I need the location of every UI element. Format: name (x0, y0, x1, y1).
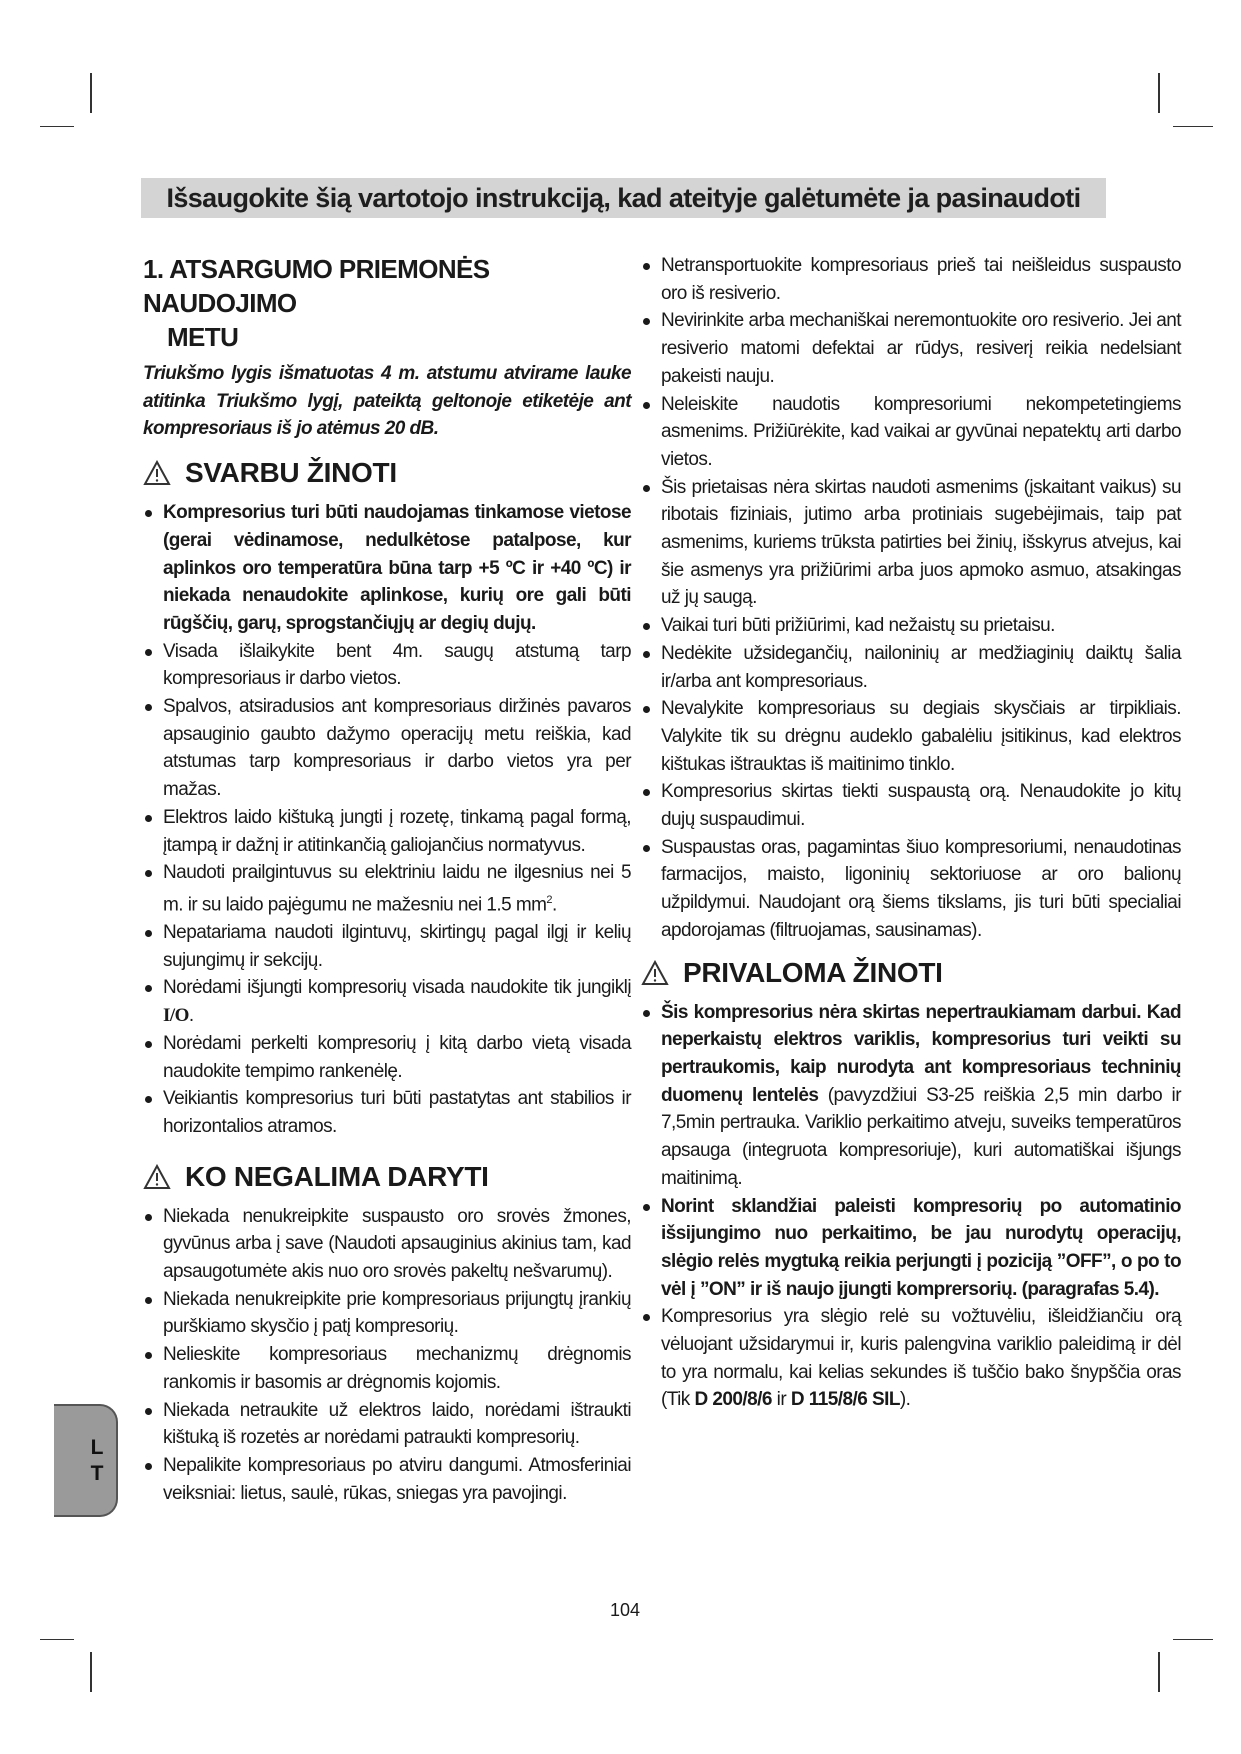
list-item: Nepalikite kompresoriaus po atviru dangumi. Atmosferiniai veiksniai: lietus, saulė, rūkas, sniegas yra pavojingi. (143, 1452, 631, 1507)
list-item (641, 999, 1181, 1193)
list-item: Nevalykite kompresoriaus su degiais skysčiais ar tirpikliais. Valykite tik su drėgnu audeklo gabalėliu įsitikinus, kad elektros kištukas ištrauktas iš maitinimo tinklo. (641, 695, 1181, 778)
language-tab-letter: L (90, 1435, 104, 1459)
left-column (143, 252, 631, 1507)
item-text: Norėdami išjungti kompresorių visada naudokite tik jungiklį (163, 977, 631, 999)
list-item: Elektros laido kištuką jungti į rozetę, tinkamą pagal formą, įtampą ir dažnį ir atitinkančią galiojančius normatyvus. (143, 804, 631, 859)
right-column (641, 252, 1181, 1414)
privaloma-title: PRIVALOMA ŽINOTI (683, 956, 943, 988)
page-banner: Išsaugokite šią vartotojo instrukciją, kad ateityje galėtumėte ja pasinaudoti (141, 178, 1106, 218)
model-name: D 115/8/6 SIL (790, 1389, 900, 1411)
negalima-heading (143, 1159, 631, 1195)
language-tab-letter: T (90, 1461, 104, 1485)
noise-note: Triukšmo lygis išmatuotas 4 m. atstumu atvirame lauke atitinka Triukšmo lygį, pateiktą geltonoje etiketėje ant kompresoriaus iš jo atėmus 20 dB. (143, 363, 631, 440)
section-title (143, 252, 631, 354)
list-item: Spalvos, atsiradusios ant kompresoriaus diržinės pavaros apsauginio gaubto dažymo operacijų metu reiškia, kad atstumas tarp kompresoriaus ir darbo vietos yra per mažas. (143, 693, 631, 804)
item-text: Kompresorius yra slėgio relė su vožtuvėliu, išleidžiančiu orą vėluojant užsidarymui ir, kuris palengvina variklio paleidimą ir dėl to yra normalu, kai kelias sekundes iš tuščio bako šnypščia oras (Tik (661, 1306, 1181, 1411)
list-item (143, 859, 631, 919)
crop-mark (1173, 126, 1213, 127)
svarbu-heading (143, 455, 631, 491)
list-item: Nedėkite užsidegančių, nailoninių ar medžiaginių daiktų šalia ir/arba ant kompresoriaus. (641, 640, 1181, 695)
list-item: Nepatariama naudoti ilgintuvų, skirtingų pagal ilgį ir kelių sujungimų ir sekcijų. (143, 919, 631, 974)
item-text: ). (899, 1389, 911, 1411)
svarbu-title: SVARBU ŽINOTI (185, 457, 397, 489)
section-title-line2: METU (167, 322, 239, 352)
crop-mark (1158, 1652, 1160, 1692)
list-item: Šis prietaisas nėra skirtas naudoti asmenims (įskaitant vaikus) su ribotais fiziniais, jutimo arba protiniais sugebėjimais, taip pat asmenims, kuriems trūksta patirties bei žinių, išskyrus atvejus, kai šie asmenys yra prižiūrimi arba juos apmoko asmuo, atsakingas už jų saugą. (641, 474, 1181, 613)
list-item: Norint sklandžiai paleisti kompresorių po automatinio išsijungimo nuo perkaitimo, be jau nurodytų operacijų, slėgio relės mygtuką reikia perjungti į poziciją ”OFF”, o po to vėl į ”ON” ir iš naujo įjungti komprersorių. (paragrafas 5.4). (641, 1193, 1181, 1304)
language-tab (54, 1404, 118, 1517)
list-item: Kompresorius turi būti naudojamas tinkamose vietose (gerai vėdinamose, nedulkėtose patalpose, kur aplinkos oro temperatūra būna tarp +5 ºC ir +40 ºC) ir niekada nenaudokite aplinkose, kurių ore gali būti rūgščių, garų, sprogstančiųjų ar degių dujų. (143, 499, 631, 638)
warning-icon (143, 460, 171, 486)
list-item: Niekada nenukreipkite suspausto oro srovės žmones, gyvūnus arba į save (Naudoti apsauginius akinius tam, kad apsaugotumėte akis nuo oro srovės pakeltų nešvarumų). (143, 1203, 631, 1286)
superscript: 2 (546, 893, 552, 906)
crop-mark (40, 1639, 74, 1640)
list-item: Neleiskite naudotis kompresoriumi nekompetetingiems asmenims. Prižiūrėkite, kad vaikai ar gyvūnai nepatektų arti darbo vietos. (641, 391, 1181, 474)
list-item (641, 1303, 1181, 1414)
svarbu-list (143, 499, 631, 1141)
crop-mark (90, 73, 92, 113)
list-item: Nelieskite kompresoriaus mechanizmų drėgnomis rankomis ir basomis ar drėgnomis kojomis. (143, 1341, 631, 1396)
item-text: (pavyzdžiui S3-25 reiškia 2,5 min darbo ir 7,5min pertrauka. Variklio perkaitimo atveju, suveiks temperatūros apsauga (integruota kompresoriuje), kuri automatiškai išjungs maitinimą. (661, 1084, 1181, 1189)
list-item (143, 974, 631, 1029)
switch-label: I/O (163, 1005, 189, 1027)
period: . (188, 1005, 194, 1027)
section-title-line1: 1. ATSARGUMO PRIEMONĖS NAUDOJIMO (143, 254, 490, 318)
list-item: Niekada netraukite už elektros laido, norėdami ištraukti kištuką iš rozetės ar norėdami patraukti kompresorių. (143, 1397, 631, 1452)
model-name: D 200/8/6 (694, 1389, 772, 1411)
warning-icon (143, 1164, 171, 1190)
svarbu-list-continued (641, 252, 1181, 945)
list-item: Nevirinkite arba mechaniškai neremontuokite oro resiverio. Jei ant resiverio matomi defektai ar rūdys, resiverį reikia nedelsiant pakeisti nauju. (641, 307, 1181, 390)
negalima-title: KO NEGALIMA DARYTI (185, 1160, 489, 1192)
negalima-list (143, 1203, 631, 1508)
item-bold-text: Šis kompresorius nėra skirtas nepertraukiamam darbui. Kad neperkaistų elektros variklis, kompresorius turi veikti su pertraukomis, kaip nurodyta ant kompresoriaus techninių duomenų lentelės (661, 1001, 1181, 1106)
list-item: Norėdami perkelti kompresorių į kitą darbo vietą visada naudokite tempimo rankenėlę. (143, 1030, 631, 1085)
crop-mark (1158, 73, 1160, 113)
privaloma-heading (641, 955, 1181, 991)
crop-mark (90, 1652, 92, 1692)
list-item: Veikiantis kompresorius turi būti pastatytas ant stabilios ir horizontalios atramos. (143, 1085, 631, 1140)
list-item: Visada išlaikykite bent 4m. saugų atstumą tarp kompresoriaus ir darbo vietos. (143, 638, 631, 693)
page-number: 104 (609, 1600, 641, 1620)
list-item: Niekada nenukreipkite prie kompresoriaus prijungtų įrankių purškiamo skysčio į patį kompresorių. (143, 1286, 631, 1341)
item-text: ir (771, 1389, 791, 1411)
item-text: Naudoti prailgintuvus su elektriniu laidu ne ilgesnius nei 5 m. ir su laido pajėgumu ne mažesniu nei 1.5 mm (163, 862, 631, 916)
privaloma-list (641, 999, 1181, 1415)
crop-mark (1173, 1639, 1213, 1640)
list-item: Suspaustas oras, pagamintas šiuo kompresoriumi, nenaudotinas farmacijos, maisto, ligoninių sektoriuose ar oro balionų užpildymui. Naudojant orą šiems tikslams, jis turi būti specialiai apdorojamas (filtruojamas, sausinamas). (641, 834, 1181, 945)
list-item: Netransportuokite kompresoriaus prieš tai neišleidus suspausto oro iš resiverio. (641, 252, 1181, 307)
list-item: Vaikai turi būti prižiūrimi, kad nežaistų su prietaisu. (641, 612, 1181, 640)
period: . (551, 894, 557, 916)
warning-icon (641, 960, 669, 986)
crop-mark (40, 126, 74, 127)
list-item: Kompresorius skirtas tiekti suspaustą orą. Nenaudokite jo kitų dujų suspaudimui. (641, 778, 1181, 833)
